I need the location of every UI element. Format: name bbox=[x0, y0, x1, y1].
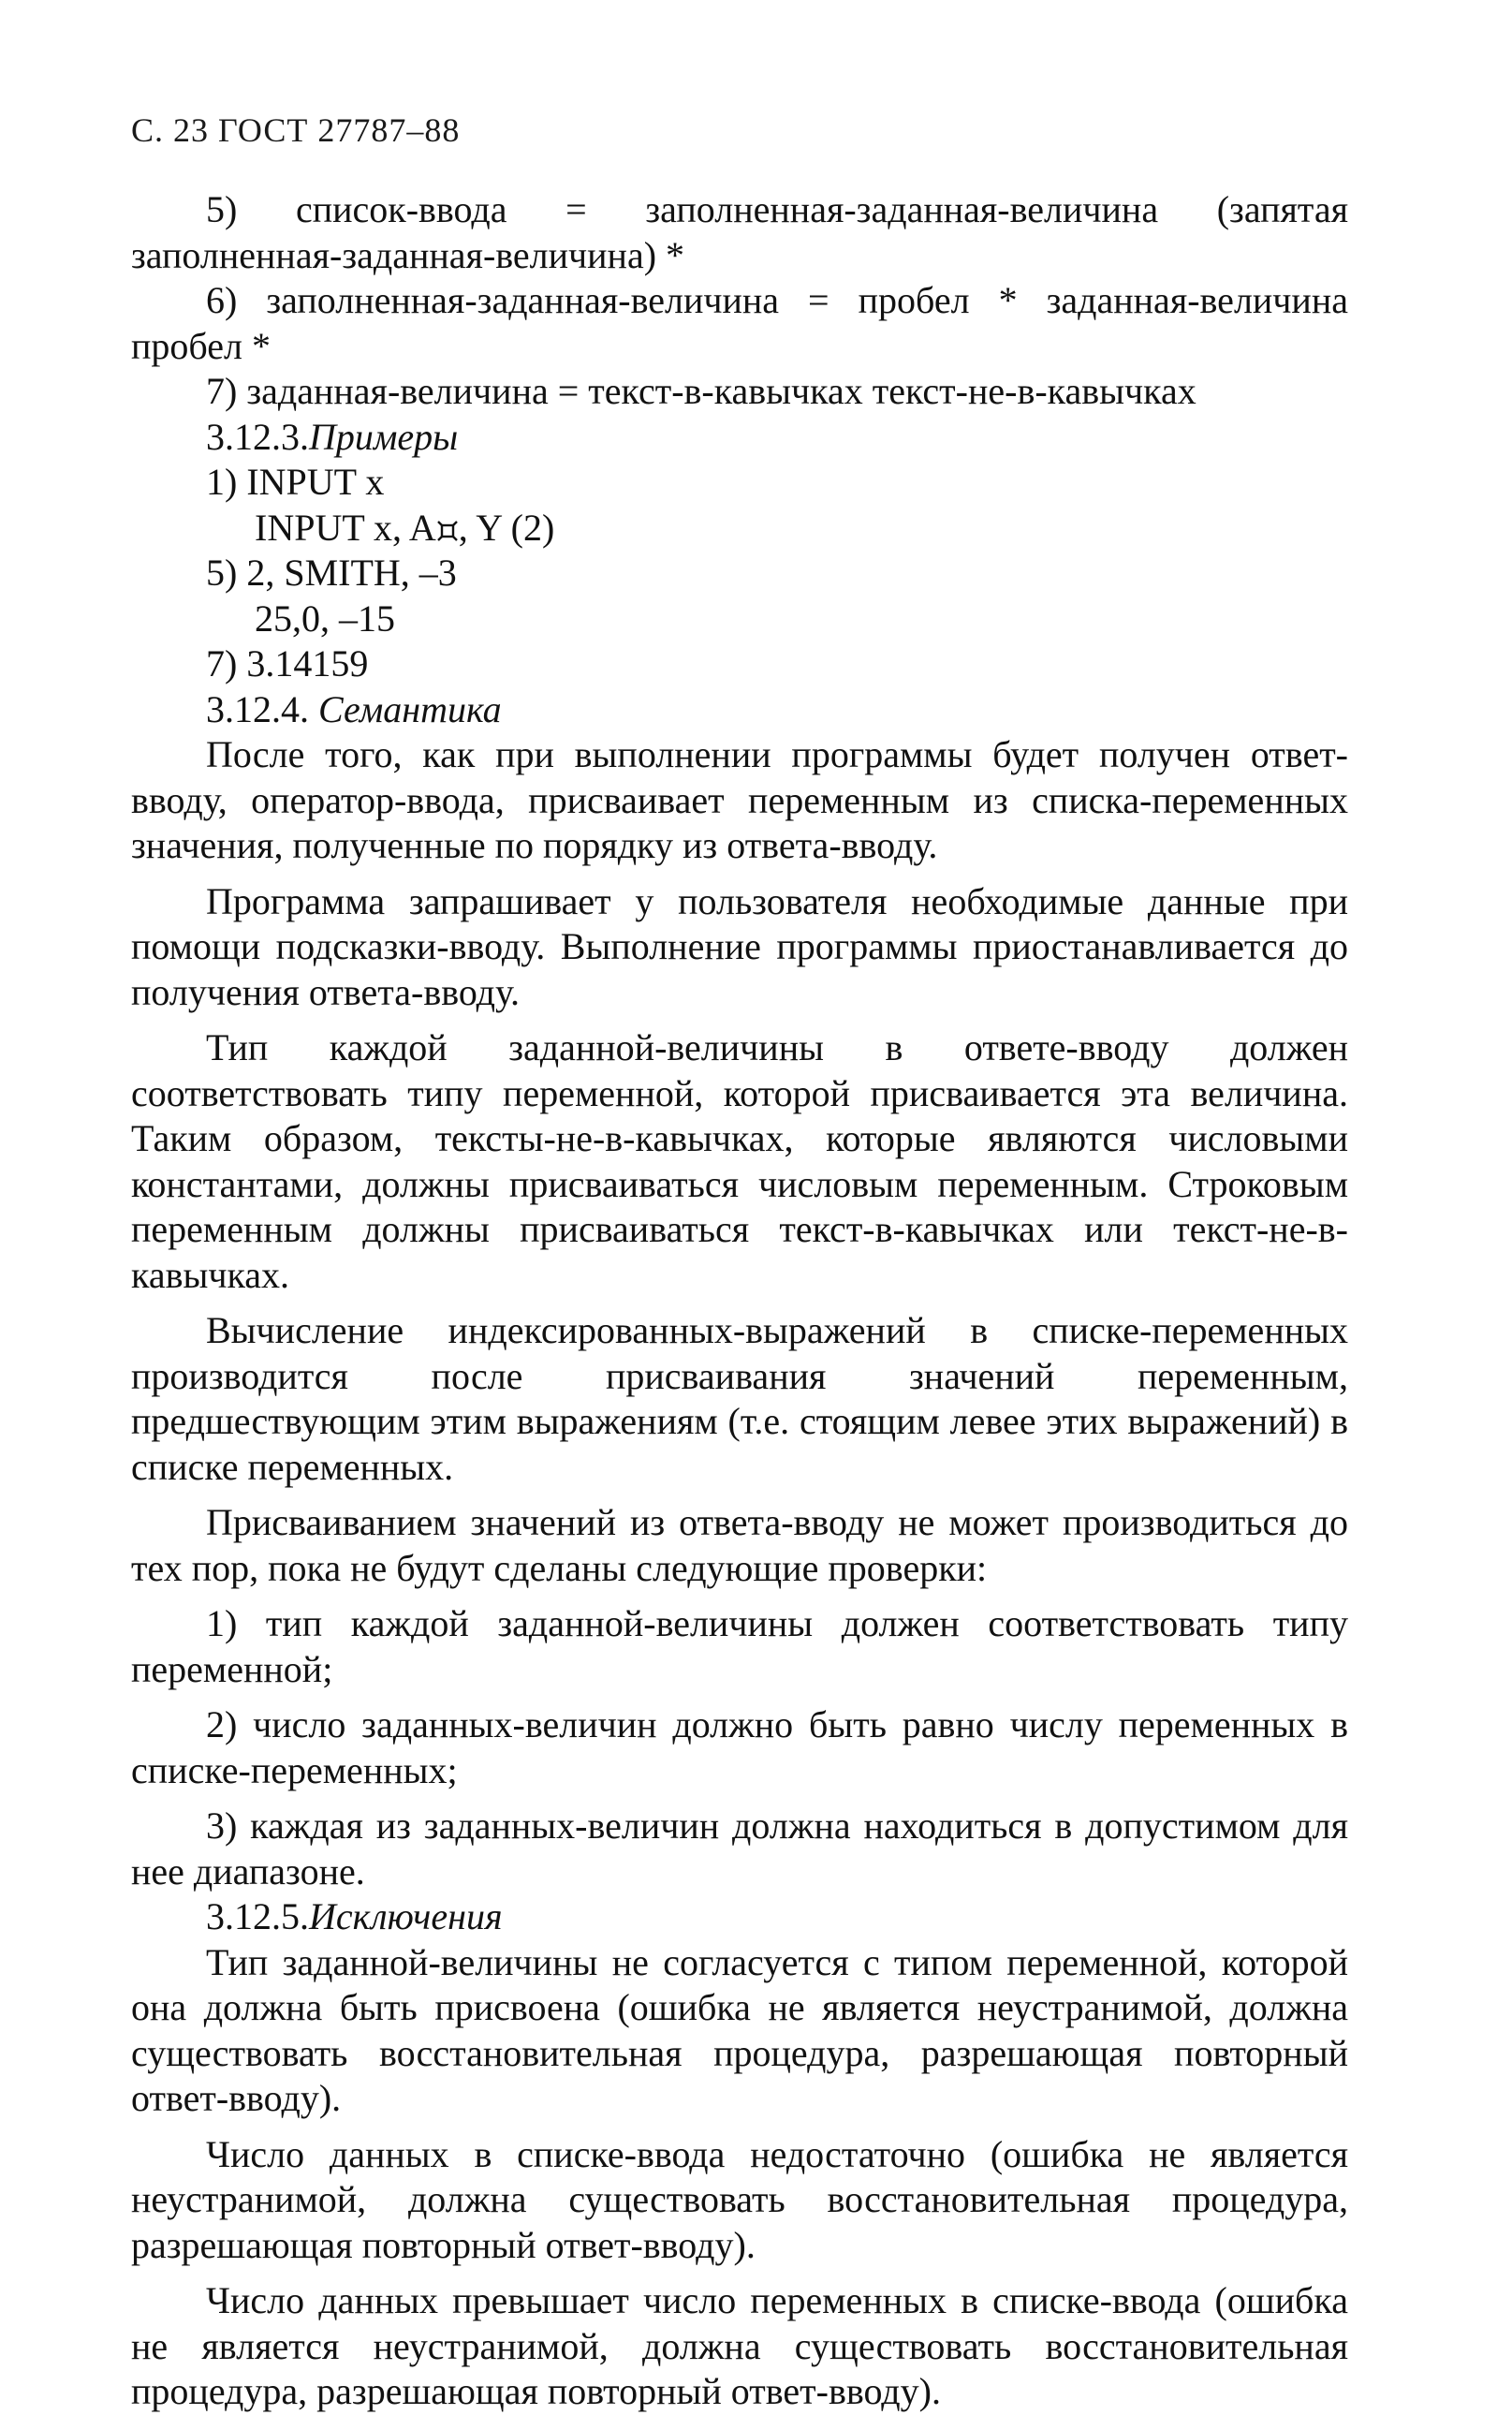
example-1b bbox=[131, 506, 1348, 552]
paragraph: Присваиванием значений из ответа-вводу не может производиться до тех пор, пока не будут сделаны следующие проверки: bbox=[131, 1501, 1348, 1589]
example-5b: 25,0, –15 bbox=[255, 596, 395, 640]
document-body bbox=[131, 187, 1348, 2415]
paragraph: Программа запрашивает у пользователя необходимые данные при помощи подсказки-вводу. Выполнение программы приостанавливается до получения ответа-вводу. bbox=[131, 879, 1348, 1013]
example-1b-start: INPUT x, A bbox=[255, 506, 436, 549]
example-1: 1) INPUT x bbox=[206, 461, 385, 503]
example-5: 5) 2, SMITH, –3 bbox=[206, 552, 457, 594]
section-title: Исключения bbox=[309, 1895, 503, 1937]
section-number: 3.12.4. bbox=[206, 687, 309, 730]
check-item-1: 1) тип каждой заданной-величины должен соответствовать типу переменной; bbox=[131, 1602, 1348, 1690]
paragraph: Вычисление индексированных-выражений в списке-переменных производится после присваивания значений переменным, предшествующим этим выражениям (т.е. стоящим левее этих выражений) в списке переменных. bbox=[131, 1309, 1348, 1488]
section-heading-exceptions bbox=[131, 1894, 1348, 1940]
check-item-3: 3) каждая из заданных-величин должна находиться в допустимом для нее диапазоне. bbox=[131, 1804, 1348, 1892]
syntax-item-6: 6) заполненная-заданная-величина = пробел * заданная-величина пробел * bbox=[131, 279, 1348, 367]
section-heading-semantics bbox=[131, 687, 1348, 733]
paragraph: Тип каждой заданной-величины в ответе-вводу должен соответствовать типу переменной, которой присваивается эта величина. Таким образом, тексты-не-в-кавычках, которые являются числовыми константами, должны присваиваться числовым переменным. Строковым переменным должны присваиваться текст-в-кавычках или текст-не-в-кавычках. bbox=[131, 1026, 1348, 1296]
section-title: Семантика bbox=[318, 687, 502, 730]
section-number: 3.12.5. bbox=[206, 1895, 309, 1937]
section-number: 3.12.3. bbox=[206, 415, 309, 458]
paragraph: Число данных превышает число переменных в списке-ввода (ошибка не является неустранимой, должна существовать восстановительная процедура, разрешающая повторный ответ-вводу). bbox=[131, 2279, 1348, 2412]
paragraph: Число данных в списке-ввода недостаточно (ошибка не является неустранимой, должна существовать восстановительная процедура, разрешающая повторный ответ-вводу). bbox=[131, 2132, 1348, 2266]
syntax-item-5: 5) список-ввода = заполненная-заданная-величина (запятая заполненная-заданная-величина) * bbox=[131, 188, 1348, 276]
check-item-2: 2) число заданных-величин должно быть равно числу переменных в списке-переменных; bbox=[131, 1703, 1348, 1791]
section-title: Примеры bbox=[309, 415, 459, 458]
paragraph: Тип заданной-величины не согласуется с типом переменной, которой она должна быть присвоена (ошибка не является неустранимой, должна существовать восстановительная процедура, разрешающая повторный ответ-вводу). bbox=[131, 1940, 1348, 2119]
page-header: С. 23 ГОСТ 27787–88 bbox=[131, 111, 461, 149]
section-heading-examples bbox=[131, 415, 1348, 461]
currency-sign-icon bbox=[436, 520, 459, 542]
example-1b-end: , Y (2) bbox=[458, 506, 555, 549]
syntax-item-7: 7) заданная-величина = текст-в-кавычках текст-не-в-кавычках bbox=[206, 370, 1196, 412]
paragraph: После того, как при выполнении программы будет получен ответ-вводу, оператор-ввода, присваивает переменным из списка-переменных значения, полученные по порядку из ответа-вводу. bbox=[131, 733, 1348, 866]
example-7: 7) 3.14159 bbox=[206, 642, 369, 685]
